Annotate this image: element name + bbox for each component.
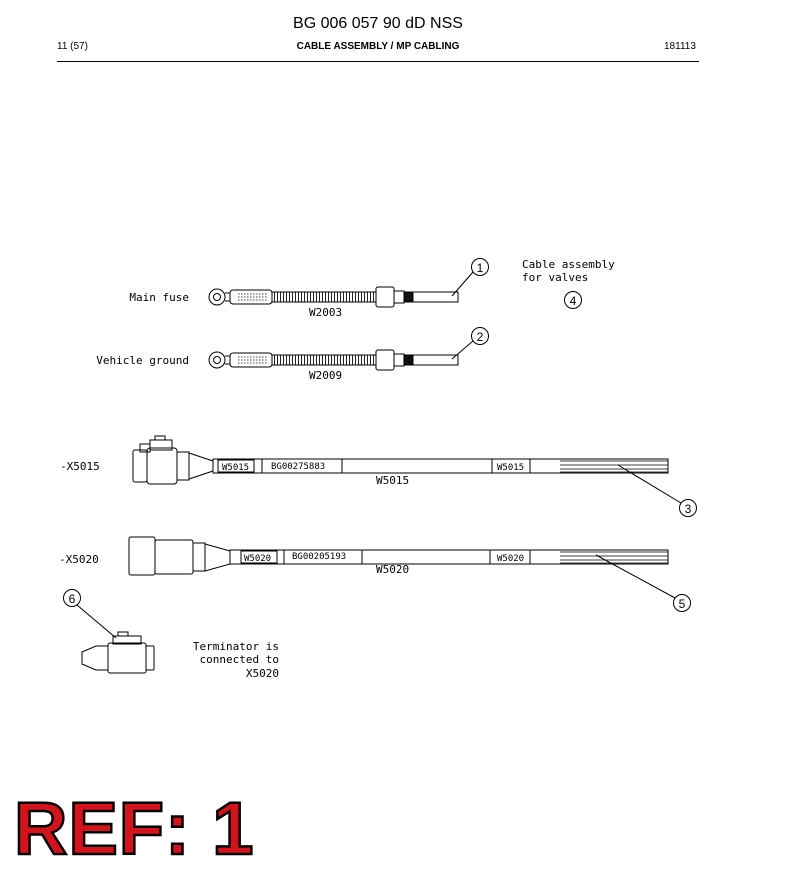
corrugated-tube (272, 292, 376, 302)
ref-label: REF: 1 (14, 787, 255, 870)
cable-label-w5015: W5015 (376, 474, 410, 487)
cable-w5020 (129, 537, 668, 576)
cable-w2009 (209, 350, 458, 382)
tag-w5020-left: W5020 (244, 554, 272, 564)
callout-2 (452, 328, 489, 360)
callout-6 (64, 590, 117, 639)
date-code: 181113 (664, 41, 696, 52)
svg-text:5: 5 (678, 597, 686, 611)
label-cable-assembly: Cable assembly (522, 258, 615, 271)
tag-w5020-part: BG00205193 (292, 552, 347, 562)
cable-label-w5020: W5020 (376, 563, 410, 576)
ring-terminal (209, 289, 225, 305)
label-main-fuse: Main fuse (129, 291, 189, 304)
svg-text:3: 3 (684, 502, 692, 516)
svg-text:4: 4 (569, 294, 577, 308)
tag-w5015-left: W5015 (222, 463, 250, 473)
label-terminator-1: Terminator is (192, 640, 279, 653)
label-terminator-3: X5020 (245, 667, 279, 680)
cable-w5015 (133, 436, 668, 487)
tag-w5015-right: W5015 (497, 463, 525, 473)
page-number: 11 (57) (57, 41, 88, 52)
tag-w5020-right: W5020 (497, 554, 525, 564)
label-x5015: -X5015 (60, 460, 100, 473)
cable-gland (376, 350, 394, 370)
label-terminator-2: connected to (199, 653, 279, 666)
label-vehicle-ground: Vehicle ground (96, 354, 189, 367)
svg-text:2: 2 (476, 330, 484, 344)
callout-4 (565, 292, 582, 309)
corrugated-tube (272, 355, 376, 365)
tag-w5015-part: BG00275883 (271, 462, 326, 472)
label-x5020: -X5020 (59, 553, 99, 566)
cable-w2003 (209, 287, 458, 319)
cable-gland (376, 287, 394, 307)
cable-label-w2009: W2009 (309, 369, 343, 382)
label-for-valves: for valves (522, 271, 589, 284)
svg-text:1: 1 (476, 261, 484, 275)
svg-text:6: 6 (68, 592, 76, 606)
callout-5 (596, 555, 691, 612)
ring-terminal (209, 352, 225, 368)
connector-x5020 (129, 537, 155, 575)
section-title: CABLE ASSEMBLY / MP CABLING (296, 41, 460, 52)
connector-x5015 (133, 450, 147, 482)
document-number: BG 006 057 90 dD NSS (293, 15, 463, 32)
cable-label-w2003: W2003 (309, 306, 343, 319)
terminator (82, 632, 154, 673)
callout-1 (452, 259, 489, 297)
